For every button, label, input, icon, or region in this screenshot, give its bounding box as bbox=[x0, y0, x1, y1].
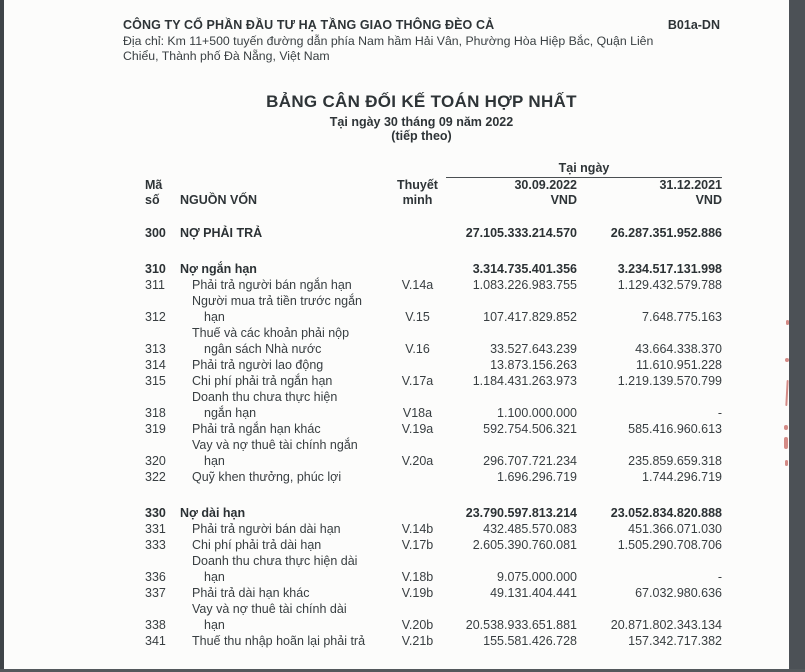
row-note-ref: V18a bbox=[402, 406, 433, 420]
row-label: Nợ ngắn hạn bbox=[180, 262, 257, 276]
row-note-ref: V.14b bbox=[401, 522, 434, 536]
table-row bbox=[145, 261, 722, 277]
row-code: 338 bbox=[145, 618, 166, 632]
row-value-prior: 11.610.951.228 bbox=[636, 358, 722, 372]
row-code: 300 bbox=[145, 226, 166, 240]
header-date-2: 31.12.2021 bbox=[659, 178, 722, 192]
scan-edge-left bbox=[0, 0, 4, 672]
table-row bbox=[145, 373, 722, 389]
row-value-prior: 235.859.659.318 bbox=[628, 454, 722, 468]
header-date-group: Tại ngày bbox=[446, 160, 722, 178]
row-label-wrap: ngân sách Nhà nước bbox=[204, 342, 322, 356]
table-row bbox=[145, 585, 722, 601]
header-currency-1: VND bbox=[550, 193, 577, 207]
red-annotation-mark bbox=[785, 358, 789, 362]
row-note-ref: V.21b bbox=[401, 634, 434, 648]
row-value-prior: 451.366.071.030 bbox=[628, 522, 722, 536]
scan-edge-right bbox=[789, 0, 805, 672]
row-label: Doanh thu chưa thực hiện bbox=[192, 390, 338, 404]
row-code: 331 bbox=[145, 522, 166, 536]
row-note-ref: V.18b bbox=[401, 570, 434, 584]
row-note-ref: V.19a bbox=[401, 422, 434, 436]
header-note-ref: minh bbox=[402, 193, 433, 207]
row-value-current: 27.105.333.214.570 bbox=[465, 226, 577, 240]
row-label-wrap: ngắn hạn bbox=[204, 406, 257, 420]
row-value-prior: 1.505.290.708.706 bbox=[617, 538, 722, 552]
header-name-col: NGUỒN VỐN bbox=[180, 193, 258, 207]
row-value-current: 20.538.933.651.881 bbox=[465, 618, 577, 632]
row-value-prior: 585.416.960.613 bbox=[628, 422, 722, 436]
table-row bbox=[145, 357, 722, 373]
row-value-current: 155.581.426.728 bbox=[483, 634, 577, 648]
table-row bbox=[145, 325, 722, 357]
row-note-ref: V.16 bbox=[405, 342, 430, 356]
report-title: BẢNG CÂN ĐỐI KẾ TOÁN HỢP NHẤT bbox=[266, 92, 577, 111]
row-value-current: 296.707.721.234 bbox=[483, 454, 577, 468]
row-value-current: 49.131.404.441 bbox=[490, 586, 577, 600]
row-value-current: 107.417.829.852 bbox=[483, 310, 577, 324]
row-label-wrap: hạn bbox=[204, 570, 225, 584]
table-row bbox=[145, 293, 722, 325]
row-label: Phải trả người lao động bbox=[192, 358, 324, 372]
row-value-prior: 67.032.980.636 bbox=[635, 586, 722, 600]
row-value-current: 23.790.597.813.214 bbox=[465, 506, 577, 520]
header-currency-2: VND bbox=[695, 193, 722, 207]
row-label-wrap: hạn bbox=[204, 310, 225, 324]
table-row bbox=[145, 521, 722, 537]
row-code: 322 bbox=[145, 470, 166, 484]
table-header-group-row bbox=[145, 160, 722, 178]
row-value-current: 3.314.735.401.356 bbox=[472, 262, 577, 276]
table-body bbox=[145, 225, 722, 649]
table-row bbox=[145, 469, 722, 485]
row-value-current: 13.873.156.263 bbox=[490, 358, 577, 372]
row-code: 318 bbox=[145, 406, 166, 420]
row-code: 336 bbox=[145, 570, 166, 584]
row-label: Quỹ khen thưởng, phúc lợi bbox=[192, 470, 342, 484]
red-annotation-mark bbox=[786, 320, 789, 325]
header-code: Mã bbox=[145, 178, 163, 192]
row-note-ref: V.17b bbox=[401, 538, 434, 552]
red-annotation-mark bbox=[785, 460, 788, 466]
row-value-prior: 43.664.338.370 bbox=[635, 342, 722, 356]
header-date-1: 30.09.2022 bbox=[514, 178, 577, 192]
row-note-ref: V.20a bbox=[401, 454, 434, 468]
table-header-row-1 bbox=[145, 178, 722, 193]
row-label: Phải trả ngắn hạn khác bbox=[192, 422, 321, 436]
row-value-prior: - bbox=[717, 570, 722, 584]
balance-sheet-table bbox=[145, 160, 722, 649]
table-row bbox=[145, 277, 722, 293]
row-value-prior: 3.234.517.131.998 bbox=[617, 262, 722, 276]
table-row bbox=[145, 537, 722, 553]
row-value-current: 1.184.431.263.973 bbox=[472, 374, 577, 388]
row-value-prior: 26.287.351.952.886 bbox=[610, 226, 722, 240]
row-label: Thuế và các khoản phải nộp bbox=[192, 326, 350, 340]
row-code: 319 bbox=[145, 422, 166, 436]
header-note-ref: Thuyết bbox=[397, 178, 438, 192]
row-code: 313 bbox=[145, 342, 166, 356]
table-row bbox=[145, 421, 722, 437]
table-header-row-2 bbox=[145, 193, 722, 208]
table-row bbox=[145, 633, 722, 649]
table-row bbox=[145, 225, 722, 241]
row-code: 314 bbox=[145, 358, 166, 372]
red-annotation-mark bbox=[784, 437, 788, 449]
row-note-ref: V.17a bbox=[401, 374, 434, 388]
row-value-prior: 20.871.802.343.134 bbox=[610, 618, 722, 632]
title-block bbox=[123, 92, 720, 143]
row-note-ref: V.19b bbox=[401, 586, 434, 600]
row-value-prior: 23.052.834.820.888 bbox=[610, 506, 722, 520]
row-value-current: 1.696.296.719 bbox=[497, 470, 577, 484]
row-code: 333 bbox=[145, 538, 166, 552]
row-label: NỢ PHẢI TRẢ bbox=[180, 226, 263, 240]
row-label: Nợ dài hạn bbox=[180, 506, 246, 520]
row-value-prior: - bbox=[717, 406, 722, 420]
row-code: 320 bbox=[145, 454, 166, 468]
row-value-current: 2.605.390.760.081 bbox=[472, 538, 577, 552]
row-label: Chi phí phải trả dài hạn bbox=[192, 538, 322, 552]
row-value-current: 33.527.643.239 bbox=[490, 342, 577, 356]
row-code: 337 bbox=[145, 586, 166, 600]
table-row bbox=[145, 553, 722, 585]
row-label: Người mua trả tiền trước ngắn bbox=[192, 294, 363, 308]
table-row bbox=[145, 505, 722, 521]
row-code: 330 bbox=[145, 506, 166, 520]
row-code: 341 bbox=[145, 634, 166, 648]
row-note-ref: V.15 bbox=[405, 310, 430, 324]
row-value-prior: 7.648.775.163 bbox=[642, 310, 722, 324]
row-value-current: 9.075.000.000 bbox=[497, 570, 577, 584]
row-note-ref: V.14a bbox=[401, 278, 434, 292]
table-row bbox=[145, 389, 722, 421]
report-date: Tại ngày 30 tháng 09 năm 2022 bbox=[329, 115, 514, 129]
form-code: B01a-DN bbox=[667, 18, 720, 32]
table-row bbox=[145, 601, 722, 633]
letterhead bbox=[123, 18, 720, 64]
row-value-current: 1.083.226.983.755 bbox=[472, 278, 577, 292]
report-continuation: (tiếp theo) bbox=[391, 129, 452, 143]
row-label: Thuế thu nhập hoãn lại phải trả bbox=[192, 634, 366, 648]
row-value-prior: 1.219.139.570.799 bbox=[617, 374, 722, 388]
row-label-wrap: hạn bbox=[204, 618, 225, 632]
row-note-ref: V.20b bbox=[401, 618, 434, 632]
row-label: Doanh thu chưa thực hiện dài bbox=[192, 554, 358, 568]
row-label: Phải trả dài hạn khác bbox=[192, 586, 310, 600]
row-value-prior: 157.342.717.382 bbox=[628, 634, 722, 648]
row-value-current: 1.100.000.000 bbox=[497, 406, 577, 420]
row-label-wrap: hạn bbox=[204, 454, 225, 468]
row-code: 310 bbox=[145, 262, 166, 276]
row-label: Phải trả người bán dài hạn bbox=[192, 522, 341, 536]
row-code: 315 bbox=[145, 374, 166, 388]
table-row bbox=[145, 437, 722, 469]
row-label: Chi phí phải trả ngắn hạn bbox=[192, 374, 333, 388]
company-name: CÔNG TY CỔ PHẦN ĐẦU TƯ HẠ TẦNG GIAO THÔNG ĐÈO CẢ bbox=[123, 18, 495, 32]
row-value-current: 432.485.570.083 bbox=[483, 522, 577, 536]
row-code: 312 bbox=[145, 310, 166, 324]
row-value-prior: 1.129.432.579.788 bbox=[617, 278, 722, 292]
row-value-current: 592.754.506.321 bbox=[483, 422, 577, 436]
row-code: 311 bbox=[145, 278, 165, 292]
row-label: Phải trả người bán ngắn hạn bbox=[192, 278, 352, 292]
red-annotation-mark bbox=[784, 425, 788, 430]
row-value-prior: 1.744.296.719 bbox=[642, 470, 722, 484]
header-code: số bbox=[145, 193, 160, 207]
company-address: Địa chỉ: Km 11+500 tuyến đường dẫn phía Nam hầm Hải Vân, Phường Hòa Hiệp Bắc, Quận Liên Chiểu, Thành phố Đà Nẵng, Việt Nam bbox=[123, 34, 654, 63]
row-label: Vay và nợ thuê tài chính dài bbox=[192, 602, 347, 616]
row-label: Vay và nợ thuê tài chính ngắn bbox=[192, 438, 358, 452]
